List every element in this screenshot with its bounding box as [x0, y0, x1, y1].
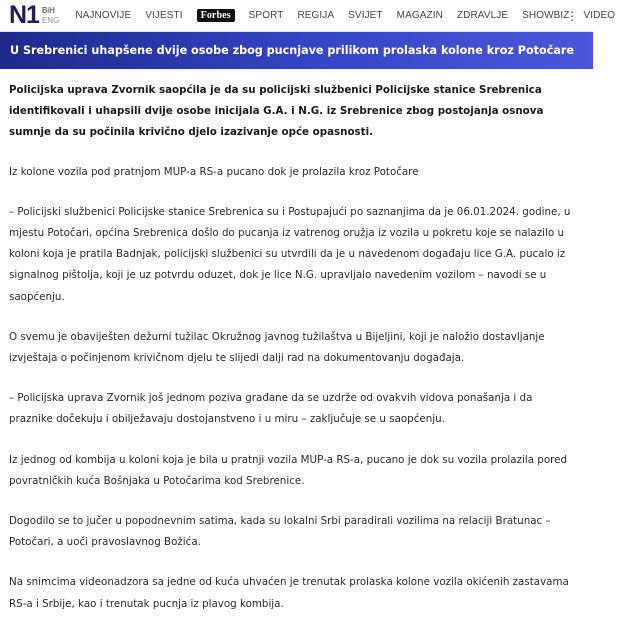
site-logo[interactable]: [0, 0, 59, 32]
article-paragraph: Na snimcima videonadzora sa jedne od kuća uhvaćen je trenutak prolaska kolone vozila okićenih zastavama RS-a i Srbije, kao i trenutak pucnja iz plavog kombija.: [9, 576, 569, 610]
nav-item-showbiz[interactable]: SHOWBIZ: [522, 10, 570, 21]
headline-banner: [0, 32, 593, 69]
top-navigation-bar: [0, 0, 616, 32]
nav-item-sport[interactable]: SPORT: [248, 10, 284, 21]
nav-item-svijet[interactable]: SVIJET: [348, 10, 383, 21]
nav-item-magazin[interactable]: MAGAZIN: [396, 10, 443, 21]
nav-item-vijesti[interactable]: VIJESTI: [145, 10, 183, 21]
more-menu-icon[interactable]: ⋮: [566, 9, 578, 23]
edition-eng[interactable]: ENG: [41, 15, 60, 25]
article-paragraph: Dogodilo se to jučer u popodnevnim satima, kada su lokalni Srbi paradirali vozilima na relaciji Bratunac – Potočari, a uoči pravoslavnog Božića.: [9, 515, 551, 549]
n1-logo-mark: N1: [9, 1, 39, 29]
nav-item-najnovije[interactable]: NAJNOVIJE: [75, 10, 132, 21]
article-paragraph: – Policijski službenici Policijske stanice Srebrenica su i Postupajući po saznanjima da je 06.01.2024. godine, u mjestu Potočari, općina Srebrenica došlo do pucanja iz vatrenog oružja iz vozila u pokretu koje se nalazilo u koloni koja je pratila Badnjak, policijski službenici su utvrdili da je u navedenom događaju lice G.A. pucalo iz signalnog pištolja, koji je uz potvrdu oduzet, dok je lice N.G. upravljalo navedenim vozilom – navodi se u saopćenju.: [9, 205, 571, 303]
article-paragraph: – Policijska uprava Zvornik još jednom poziva građane da se uzdrže od ovakvih vidova ponašanja i da praznike dočekuju i obilježavaju dostojanstveno i u miru – zaključuje se u saopćenju.: [9, 392, 533, 426]
nav-item-forbes[interactable]: Forbes: [197, 9, 235, 22]
nav-item-regija[interactable]: REGIJA: [297, 10, 335, 21]
article-paragraph: Iz jednog od kombija u koloni koja je bila u pratnji vozila MUP-a RS-a, pucano je dok su vozila prolazila pored povratničkih kuća Bošnjaka u Potočarima kod Srebrenice.: [9, 453, 568, 487]
main-nav: [75, 0, 629, 32]
article-lead-paragraph: Policijska uprava Zvornik saopćila je da su policijski službenici Policijske stanice Srebrenica identifikovali i uhapsili dvije osobe inicijala G.A. i N.G. iz Srebrenice zbog postojanja osnova sumnje da su počinila krivično djelo izazivanje opće opasnosti.: [9, 84, 544, 139]
article-headline: U Srebrenici uhapšene dvije osobe zbog pucnjave prilikom prolaska kolone kroz Potočare: [10, 44, 575, 57]
article-paragraph: O svemu je obaviješten dežurni tužilac Okružnog javnog tužilaštva u Bijeljini, koji je naložio dostavljanje izvještaja o počinjenom krivičnom djelu te slijedi dalji rad na dokumentovanju događaja.: [9, 330, 545, 365]
nav-item-video[interactable]: VIDEO: [583, 10, 616, 21]
article-body: [9, 80, 579, 634]
edition-bih[interactable]: BiH: [41, 5, 55, 15]
nav-item-zdravlje[interactable]: ZDRAVLJE: [456, 10, 509, 21]
article-paragraph: Iz kolone vozila pod pratnjom MUP-a RS-a pucano dok je prolazila kroz Potočare: [9, 165, 419, 178]
edition-switcher[interactable]: [42, 7, 59, 25]
